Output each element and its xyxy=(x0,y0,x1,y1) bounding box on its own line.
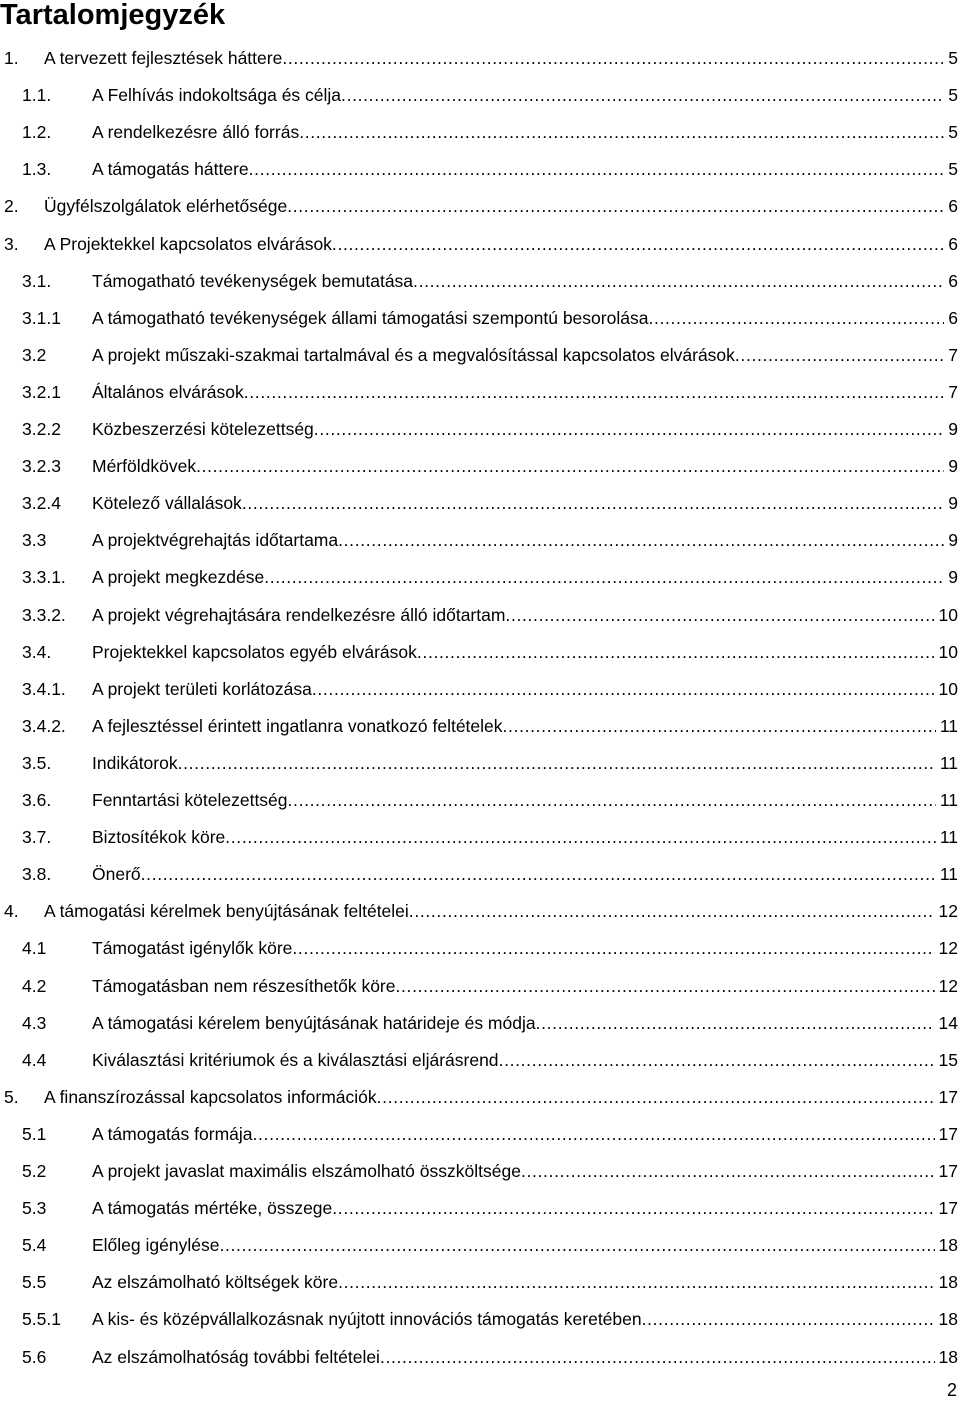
toc-entry-title[interactable]: Támogatást igénylők köre xyxy=(92,938,293,959)
toc-entry-page: 12 xyxy=(938,938,958,959)
toc-entry-title[interactable]: Kötelező vállalások xyxy=(92,493,242,514)
toc-entry-title[interactable]: A támogatási kérelmek benyújtásának feltételei xyxy=(44,901,409,922)
toc-entry-page: 11 xyxy=(939,790,958,810)
toc-entry[interactable] xyxy=(0,528,960,552)
toc-entry-number: 4. xyxy=(4,901,19,922)
toc-entry-page: 9 xyxy=(948,567,958,588)
toc-entry-page: 18 xyxy=(938,1272,958,1293)
toc-entry-number: 3.2 xyxy=(22,344,47,365)
toc-leader-dots xyxy=(196,454,944,478)
toc-leader-dots xyxy=(735,343,944,367)
toc-entry-title[interactable]: A tervezett fejlesztések háttere xyxy=(44,48,283,68)
toc-entry-number: 3.8. xyxy=(22,864,52,885)
toc-entry[interactable] xyxy=(0,491,960,515)
toc-entry-page: 11 xyxy=(939,827,958,848)
toc-entry-number: 3.3.2. xyxy=(22,604,66,625)
toc-entry-number: 1.2. xyxy=(22,122,52,143)
toc-entry[interactable] xyxy=(0,714,960,738)
toc-entry-number: 5.1 xyxy=(22,1123,47,1144)
toc-leader-dots xyxy=(314,417,944,441)
toc-entry-number: 2. xyxy=(4,196,19,217)
toc-entry-number: 1.1. xyxy=(22,85,52,106)
toc-entry-title[interactable]: A kis- és középvállalkozásnak nyújtott innovációs támogatás keretében xyxy=(92,1309,642,1330)
toc-entry-page: 11 xyxy=(939,752,958,773)
toc-entry-page: 18 xyxy=(938,1309,958,1330)
toc-entry-page: 11 xyxy=(939,715,958,736)
toc-entry-number: 3.4. xyxy=(22,641,52,662)
toc-entry-number: 5.5.1 xyxy=(22,1309,61,1330)
toc-entry-page: 5 xyxy=(948,48,958,68)
toc-leader-dots xyxy=(288,788,936,812)
toc-entry-number: 3.2.2 xyxy=(22,419,61,439)
toc-entry-page: 15 xyxy=(938,1049,958,1070)
toc-entry-page: 5 xyxy=(948,122,958,143)
toc-entry[interactable] xyxy=(0,380,960,404)
toc-entry-title[interactable]: A támogatás háttere xyxy=(92,159,249,180)
toc-leader-dots xyxy=(282,46,944,70)
toc-entry[interactable] xyxy=(0,751,960,775)
toc-entry-title[interactable]: A finanszírozással kapcsolatos információk xyxy=(44,1086,377,1107)
toc-entry-number: 3. xyxy=(4,233,19,254)
toc-entry-number: 3.7. xyxy=(22,827,52,848)
toc-entry-number: 3.2.4 xyxy=(22,493,61,514)
toc-entry[interactable] xyxy=(0,1085,960,1109)
toc-entry[interactable] xyxy=(0,232,960,256)
toc-entry-title[interactable]: A projektvégrehajtás időtartama xyxy=(92,530,339,551)
toc-leader-dots xyxy=(338,1270,934,1294)
toc-leader-dots xyxy=(417,640,935,664)
toc-entry-page: 7 xyxy=(948,344,958,365)
toc-entry-title[interactable]: Fenntartási kötelezettség xyxy=(92,790,288,810)
toc-entry-number: 3.4.2. xyxy=(22,715,66,736)
toc-entry-page: 9 xyxy=(948,530,958,551)
toc-leader-dots xyxy=(503,714,936,738)
toc-entry-number: 4.2 xyxy=(22,975,47,996)
toc-entry-page: 6 xyxy=(948,270,958,291)
toc-leader-dots xyxy=(341,83,944,107)
toc-entry[interactable] xyxy=(0,1159,960,1183)
toc-entry-page: 7 xyxy=(948,381,958,402)
toc-entry-page: 11 xyxy=(939,864,958,885)
toc-entry-title[interactable]: Az elszámolható költségek köre xyxy=(92,1272,339,1293)
toc-entry-page: 12 xyxy=(938,975,958,996)
toc-entry-page: 9 xyxy=(948,456,958,477)
toc-leader-dots xyxy=(299,120,944,144)
toc-entry[interactable] xyxy=(0,269,960,293)
toc-leader-dots xyxy=(249,157,945,181)
toc-entry[interactable] xyxy=(0,194,960,218)
toc-entry-title[interactable]: Támogatásban nem részesíthetők köre xyxy=(92,975,396,996)
toc-leader-dots xyxy=(225,825,936,849)
toc-entry[interactable] xyxy=(0,862,960,886)
toc-leader-dots xyxy=(377,1085,935,1109)
toc-entry[interactable] xyxy=(0,640,960,664)
toc-entry-title[interactable]: A rendelkezésre álló forrás xyxy=(92,122,300,143)
toc-leader-dots xyxy=(242,491,944,515)
toc-entry-page: 17 xyxy=(938,1161,958,1181)
toc-entry[interactable] xyxy=(0,417,960,441)
toc-entry-title[interactable]: Közbeszerzési kötelezettség xyxy=(92,419,314,439)
toc-entry[interactable] xyxy=(0,46,960,70)
toc-entry-page: 10 xyxy=(938,641,958,662)
toc-entry-page: 17 xyxy=(938,1198,958,1219)
toc-leader-dots xyxy=(536,1011,935,1035)
toc-leader-dots xyxy=(332,232,944,256)
toc-entry-number: 5.4 xyxy=(22,1235,47,1256)
toc-entry[interactable] xyxy=(0,1270,960,1294)
toc-entry[interactable] xyxy=(0,343,960,367)
toc-entry-number: 1.3. xyxy=(22,159,52,180)
toc-entry-page: 17 xyxy=(938,1123,958,1144)
toc-entry[interactable] xyxy=(0,1345,960,1369)
page-number: 2 xyxy=(946,1380,957,1400)
toc-entry[interactable] xyxy=(0,603,960,627)
toc-entry[interactable] xyxy=(0,677,960,701)
toc-leader-dots xyxy=(178,751,936,775)
toc-entry[interactable] xyxy=(0,1122,960,1146)
toc-leader-dots xyxy=(521,1159,935,1183)
toc-entry-title[interactable]: A támogatás formája xyxy=(92,1123,253,1144)
toc-entry-number: 5.6 xyxy=(22,1346,47,1367)
toc-entry-number: 3.4.1. xyxy=(22,678,66,699)
toc-entry[interactable] xyxy=(0,825,960,849)
toc-entry-page: 5 xyxy=(948,159,958,180)
toc-entry-title[interactable]: A támogatási kérelem benyújtásának határideje és módja xyxy=(92,1012,536,1033)
toc-leader-dots xyxy=(253,1122,935,1146)
toc-entry-page: 6 xyxy=(948,233,958,254)
toc-entry[interactable] xyxy=(0,306,960,330)
toc-leader-dots xyxy=(505,603,934,627)
toc-entry-title[interactable]: Kiválasztási kritériumok és a kiválasztási eljárásrend xyxy=(92,1049,499,1070)
toc-entry-title[interactable]: Projektekkel kapcsolatos egyéb elvárások xyxy=(92,641,417,662)
toc-leader-dots xyxy=(244,380,945,404)
toc-entry-number: 5.2 xyxy=(22,1161,47,1181)
toc-entry-title[interactable]: A projekt műszaki-szakmai tartalmával és a megvalósítással kapcsolatos elvárások xyxy=(92,344,735,365)
toc-entry-page: 12 xyxy=(938,901,958,922)
toc-entry-title[interactable]: A projekt végrehajtására rendelkezésre álló időtartam xyxy=(92,604,506,625)
toc-entry-title[interactable]: Támogatható tevékenységek bemutatása xyxy=(92,270,414,291)
toc-entry[interactable] xyxy=(0,974,960,998)
toc-leader-dots xyxy=(396,974,935,998)
toc-entry-title[interactable]: Mérföldkövek xyxy=(92,456,197,477)
toc-entry[interactable] xyxy=(0,1011,960,1035)
toc-entry-title[interactable]: Önerő xyxy=(92,864,141,885)
toc-entry[interactable] xyxy=(0,83,960,107)
toc-leader-dots xyxy=(642,1307,935,1331)
toc-entry-page: 6 xyxy=(948,196,958,217)
toc-entry-title[interactable]: Általános elvárások xyxy=(92,381,244,402)
toc-entry[interactable] xyxy=(0,1196,960,1220)
toc-entry[interactable] xyxy=(0,1233,960,1257)
toc-entry-title[interactable]: A támogatható tevékenységek állami támogatási szempontú besorolása xyxy=(92,307,649,328)
toc-entry-title[interactable]: Az elszámolhatóság további feltételei xyxy=(92,1346,380,1367)
toc-entry-number: 3.5. xyxy=(22,752,52,773)
toc-entry-number: 4.3 xyxy=(22,1012,47,1033)
toc-entry-page: 14 xyxy=(938,1012,958,1033)
toc-entry[interactable] xyxy=(0,899,960,923)
toc-entry-page: 9 xyxy=(948,419,958,439)
toc-entry-page: 18 xyxy=(938,1346,958,1367)
toc-entry[interactable] xyxy=(0,157,960,181)
toc-entry-title[interactable]: Előleg igénylése xyxy=(92,1235,220,1256)
toc-entry-title[interactable]: A projekt megkezdése xyxy=(92,567,265,588)
toc-entry-number: 5.5 xyxy=(22,1272,47,1293)
toc-entry-title[interactable]: A projekt területi korlátozása xyxy=(92,678,312,699)
toc-entry[interactable] xyxy=(0,1307,960,1331)
toc-leader-dots xyxy=(264,565,944,589)
toc-entry-page: 6 xyxy=(948,307,958,328)
toc-leader-dots xyxy=(292,936,934,960)
toc-entry-title[interactable]: A támogatás mértéke, összege xyxy=(92,1198,333,1219)
toc-entry-number: 5. xyxy=(4,1086,19,1107)
toc-leader-dots xyxy=(409,899,935,923)
toc-entry-title[interactable]: Biztosítékok köre xyxy=(92,827,226,848)
toc-entry-page: 10 xyxy=(938,604,958,625)
toc-leader-dots xyxy=(499,1048,935,1072)
toc-entry-title[interactable]: A projekt javaslat maximális elszámolható összköltsége xyxy=(92,1161,521,1181)
toc-entry-number: 3.2.3 xyxy=(22,456,61,477)
toc-entry[interactable] xyxy=(0,1048,960,1072)
toc-leader-dots xyxy=(312,677,935,701)
toc-entry-page: 9 xyxy=(948,493,958,514)
toc-leader-dots xyxy=(380,1345,935,1369)
toc-entry-title[interactable]: Indikátorok xyxy=(92,752,178,773)
toc-entry-number: 3.6. xyxy=(22,790,52,810)
toc-entry-number: 3.1.1 xyxy=(22,307,61,328)
toc-entry-page: 5 xyxy=(948,85,958,106)
toc-entry-title[interactable]: A Felhívás indokoltsága és célja xyxy=(92,85,342,106)
toc-leader-dots xyxy=(648,306,944,330)
toc-entry-number: 4.1 xyxy=(22,938,47,959)
toc-entry-number: 3.2.1 xyxy=(22,381,61,402)
toc-leader-dots xyxy=(332,1196,934,1220)
toc-leader-dots xyxy=(141,862,936,886)
toc-leader-dots xyxy=(413,269,944,293)
toc-entry-title[interactable]: A Projektekkel kapcsolatos elvárások xyxy=(44,233,332,254)
toc-entry[interactable] xyxy=(0,120,960,144)
toc-entry-number: 3.1. xyxy=(22,270,52,291)
toc-entry-number: 5.3 xyxy=(22,1198,47,1219)
toc-entry-number: 1. xyxy=(4,48,19,68)
toc-entry-page: 18 xyxy=(938,1235,958,1256)
toc-entry[interactable] xyxy=(0,788,960,812)
page-title: Tartalomjegyzék xyxy=(0,0,226,31)
toc-entry-number: 3.3.1. xyxy=(22,567,66,588)
toc-entry-title[interactable]: Ügyfélszolgálatok elérhetősége xyxy=(44,196,288,217)
toc-entry-page: 10 xyxy=(938,678,958,699)
toc-entry[interactable] xyxy=(0,454,960,478)
toc-entry-title[interactable]: A fejlesztéssel érintett ingatlanra vonatkozó feltételek xyxy=(92,715,503,736)
toc-leader-dots xyxy=(287,194,944,218)
toc-leader-dots xyxy=(219,1233,934,1257)
toc-entry-number: 3.3 xyxy=(22,530,47,551)
toc-entry[interactable] xyxy=(0,936,960,960)
toc-entry[interactable] xyxy=(0,565,960,589)
toc-leader-dots xyxy=(338,528,944,552)
toc-entry-number: 4.4 xyxy=(22,1049,47,1070)
toc-entry-page: 17 xyxy=(938,1086,958,1107)
